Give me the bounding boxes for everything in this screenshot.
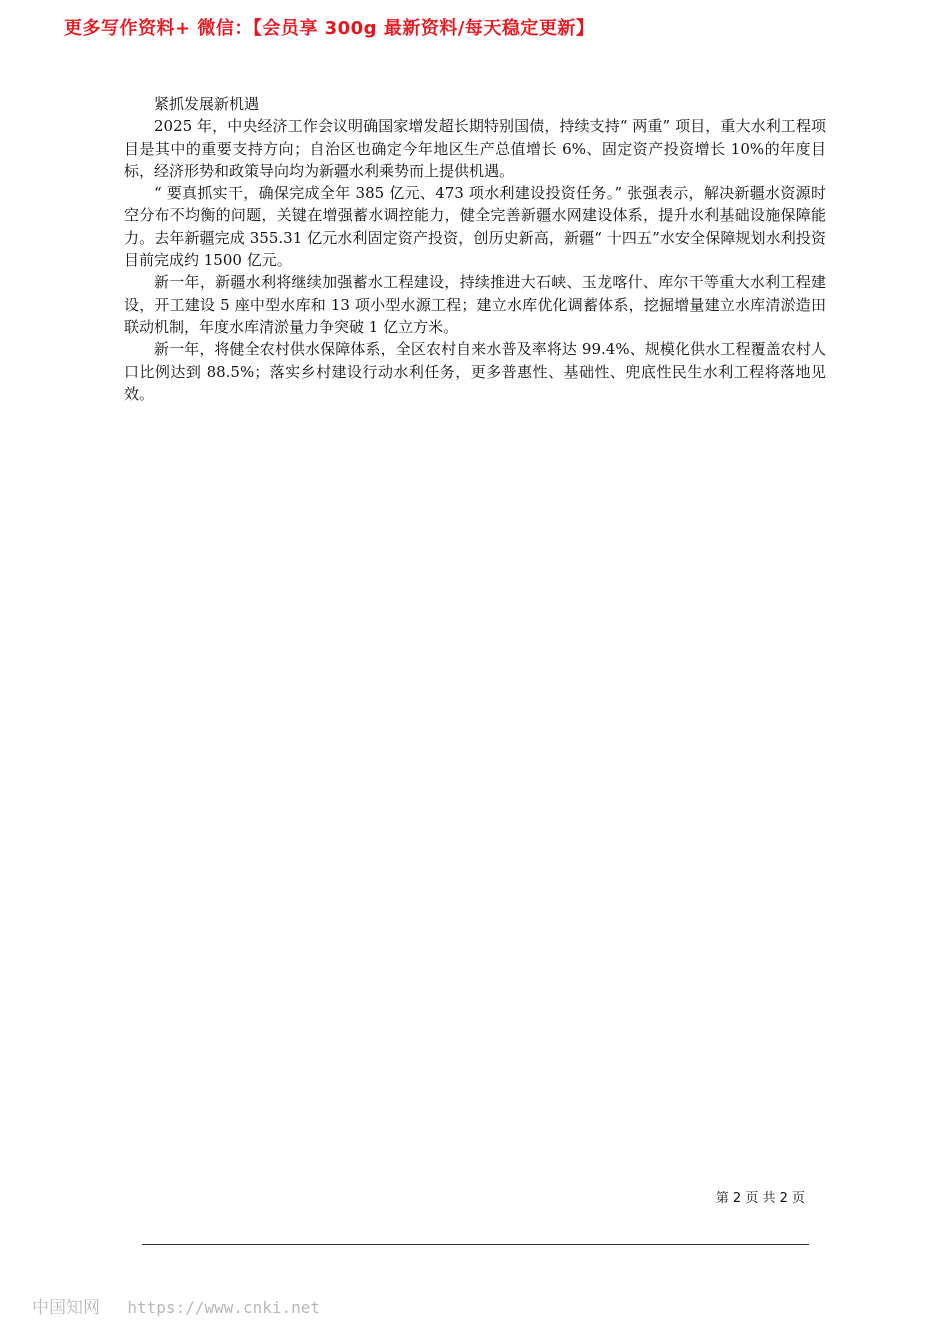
- paragraph: “ 要真抓实干，确保完成全年 385 亿元、473 项水利建设投资任务。” 张强表示，解决新疆水资源时空分布不均衡的问题，关键在增强蓄水调控能力，健全完善新疆水网建设体系，提升水利基础设施保障能力。去年新疆完成 355.31 亿元水利固定资产投资，创历史新高，新疆“ 十四五”水安全保障规划水利投资目前完成约 1500 亿元。: [124, 184, 826, 270]
- page-indicator: 第 2 页 共 2 页: [715, 1191, 805, 1206]
- cnki-watermark: [32, 1293, 320, 1318]
- article-body: [124, 93, 826, 405]
- paragraph: 新一年，将健全农村供水保障体系，全区农村自来水普及率将达 99.4%、规模化供水工程覆盖农村人口比例达到 88.5%；落实乡村建设行动水利任务，更多普惠性、基础性、兜底性民生水利工程将落地见效。: [124, 340, 826, 403]
- paragraph: 2025 年，中央经济工作会议明确国家增发超长期特别国债，持续支持“ 两重” 项目，重大水利工程项目是其中的重要支持方向；自治区也确定今年地区生产总值增长 6%、固定资产投资增长 10%的年度目标，经济形势和政策导向均为新疆水利乘势而上提供机遇。: [124, 117, 826, 180]
- footer-divider: [142, 1244, 809, 1245]
- watermark-url: https://www.cnki.net: [127, 1298, 321, 1317]
- paragraph: 新一年，新疆水利将继续加强蓄水工程建设，持续推进大石峡、玉龙喀什、库尔干等重大水利工程建设，开工建设 5 座中型水库和 13 项小型水源工程；建立水库优化调蓄体系，挖掘增量建立水库清淤造田联动机制，年度水库清淤量力争突破 1 亿立方米。: [124, 273, 826, 336]
- section-heading: 紧抓发展新机遇: [154, 95, 260, 113]
- promo-banner: 更多写作资料+ 微信：【会员享 300g 最新资料/每天稳定更新】: [64, 18, 595, 39]
- watermark-name: 中国知网: [32, 1298, 100, 1318]
